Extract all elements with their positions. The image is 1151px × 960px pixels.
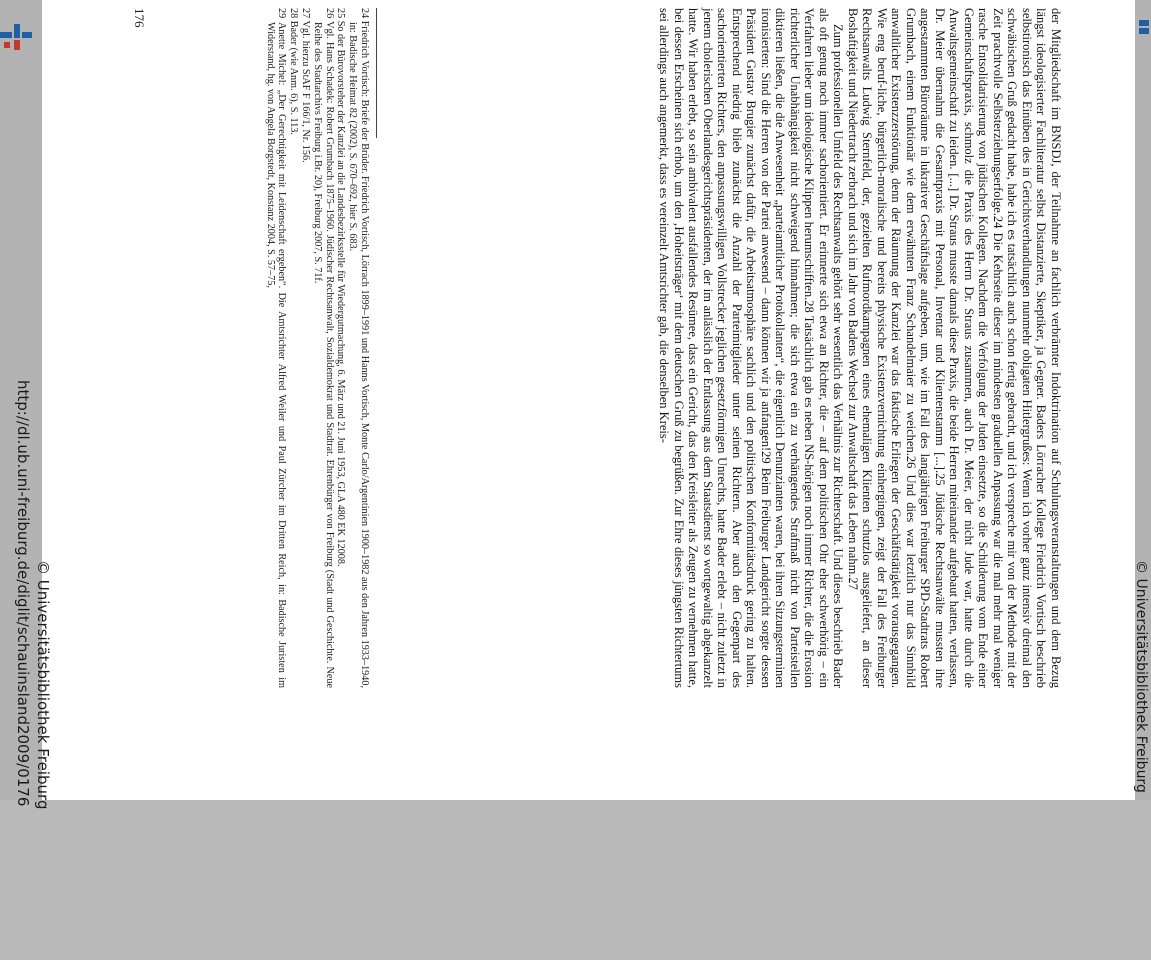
watermark-left (10, 0, 52, 810)
footnote-28: 28 Bader (wie Anm. 6), S. 113. (288, 8, 300, 135)
footnote-separator (376, 8, 377, 138)
footnote-27: 27 Vgl. hierzu StAF F 166/1, Nr. 156. (300, 8, 312, 163)
page-number: 176 (132, 8, 147, 28)
footnote-29: 29 Anette Michel: „Der Gerechtigkeit mit Leidenschaft ergeben“. Die Amtsrichter Alfred Weiler und Paul Zürcher im Dritten Reich, in: Badische Juristen im Widerstand, hg. von Angela Borgstedt, Konstanz 2004, S. 57–75, (264, 8, 288, 688)
footnotes (264, 8, 377, 688)
library-logo-right-icon (1137, 16, 1151, 40)
paragraph-2: Zum professionellen Umfeld des Rechtsanwalts gehört sehr wesentlich das Verhältnis zur Richterschaft. Und dieses beschrieb Bader als oft genug noch immer sachorientiert. Er erinnerte sich etwa an Richter, die – auf dem politischen Ohr eher schwerhörig – ein Verfahren lieber um ideologische Klippen herumschifften.28 Tatsächlich gab es neben NS-hörigen noch immer Richter, die die Erosion richterlicher Unabhängigkeit nicht schweigend hinnahmen; die sich etwa ein zu verhängendes Strafmaß nicht von Parteistellen diktieren ließen, die die Anwesenheit „parteiamtlicher Protokollanten“, die eigentlich Denunzianten waren, bei ihren Sitzungsterminen ironisierten: Sind die Herren von der Partei anwesend – dann können wir ja anfangen!29 Beim Freiburger Landgericht sorgte dessen Präsident Gustav Brugier zunächst dafür, die Arbeitsatmosphäre sachlich und den politischen Konformitätsdruck gering zu halten. Entsprechend niedrig blieb zunächst die Anzahl der Parteimitglieder unter seinen Richtern. Aber auch den Gegenpart des sachorientierten Richters, den anpassungswilligen Vollstrecker jeglichen gesetzförmigen Unrechts, hatte Bader erlebt – nicht zuletzt in jenem cholerischen Oberlandesgerichtspräsidenten, der im anlässlich der Entlassung aus dem Staatsdienst so wortgewaltig abgekanzelt hatte. Wir haben erlebt, so sein ambivalent ausfallendes Resümee, dass ein Gericht, das den Kreisleiter als Zeugen zu vernehmen hatte, bei dessen Erscheinen sich erhob, um den ‚Hoheitsträger‘ mit dem deutschen Gruß zu begrüßen. Zur Ehre dieses jüngsten Richtertums sei allerdings auch angemerkt, dass es vereinzelt Amtsrichter gab, die denselben Kreis- (657, 8, 846, 688)
watermark-url[interactable]: http://dl.ub.uni-freiburg.de/diglit/schauinsland2009/0176 (14, 380, 32, 807)
document-page (42, 0, 1135, 800)
paragraph-1: der Mitgliedschaft im BNSDJ, der Teilnahme an fachlich verbrämter Indoktrination auf Schulungsveranstaltungen und dem Bezug längst ideologisierter Fachliteratur selbst Distanzierte, Skeptiker, ja Gegner. Baders Lörracher Kollege Friedrich Vortisch beschrieb selbstironisch das Einüben des in Gerichtsverhandlungen nunmehr obligaten Hitlergrußes: Wenn ich vorher ganz intensiv dreimal den schwäbischen Gruß gedacht habe, habe ich es tatsächlich auch schon fertig gebracht, und ich verspreche mir von der Methode mit der Zeit prachtvolle Selbsterziehungserfolge.24 Die Kehrseite dieser im mindesten graduellen Anpassung war die mal mehr mal weniger rasche Entsolidarisierung von jüdischen Kollegen. Nachdem die Verfolgung der Juden einsetzte, so die Schilderung vom Ende einer Gemeinschaftspraxis, schmolz die Praxis des Herrn Dr. Straus zusammen, auch Dr. Meier, der nicht Jude war, hatte durch die Anwaltsgemeinschaft zu leiden. [...] Dr. Straus musste damals diese Praxis, die beide Herren miteinander aufgebaut hatten, verlassen, Dr. Meier übernahm die Gesamtpraxis mit Personal, Inventar und Klientenstamm [...].25 Jüdische Rechtsanwälte mussten ihre angestammten Büroräume in lukrativer Geschäftslage aufgeben, um, wie im Fall des langjährigen Freiburger SPD-Stadtrats Robert Grumbach, einem Funktionär wie dem erwähnten Franz Schandelmaier zu weichen.26 Und dies war letztlich nur das Sinnbild anwaltlicher Existenzzerstörung, denn der Räumung der Kanzlei war das faktische Erliegen der Geschäftstätigkeit vorausgegangen. Wie eng beruf-liche, bürgerlich-moralische und bereits physische Existenzvernichtung einhergingen, zeigt der Fall des Freiburger Rechtsanwalts Ludwig Sternfeld, der, gezielten Rufmordkampagnen eines ehemaligen Klienten schutzlos ausgeliefert, an dieser Boshaftigkeit und Niedertracht zerbrach und sich im Jahr von Badens Wechsel zur Anwaltschaft das Leben nahm.27 (846, 8, 1063, 688)
body-text (657, 8, 1063, 688)
footnote-26: 26 Vgl. Hans Schadek: Robert Grumbach 1875–1960. Jüdischer Rechtsanwalt, Sozialdemokrat und Stadtrat. Ehrenbürger von Freiburg (Stadt und Geschichte. Neue Reihe des Stadtarchivs Freiburg i.Br. 20), Freiburg 2007, S. 71f. (311, 8, 335, 688)
watermark-right: © Universitätsbibliothek Freiburg (1133, 560, 1149, 793)
footnote-24: 24 Friedrich Vortisch: Briefe der Brüder. Friedrich Vortisch, Lörrach 1899–1991 und Hanns Vortisch, Monte Carlo/Argentinien 1900–1982 aus den Jahren 1933–1940, in: Badische Heimat 82 (2002), S. 670–692, hier S. 683. (347, 8, 370, 688)
footnote-25: 25 So der Bürovorsteher der Kanzlei an die Landesbezirksstelle für Wiedergutmachung, 6. März und 21. Juni 1953, GLA 480 EK 12008. (335, 8, 347, 567)
watermark-copyright: © Universitätsbibliothek Freiburg (34, 560, 52, 810)
rotated-page-content (42, 0, 1135, 800)
